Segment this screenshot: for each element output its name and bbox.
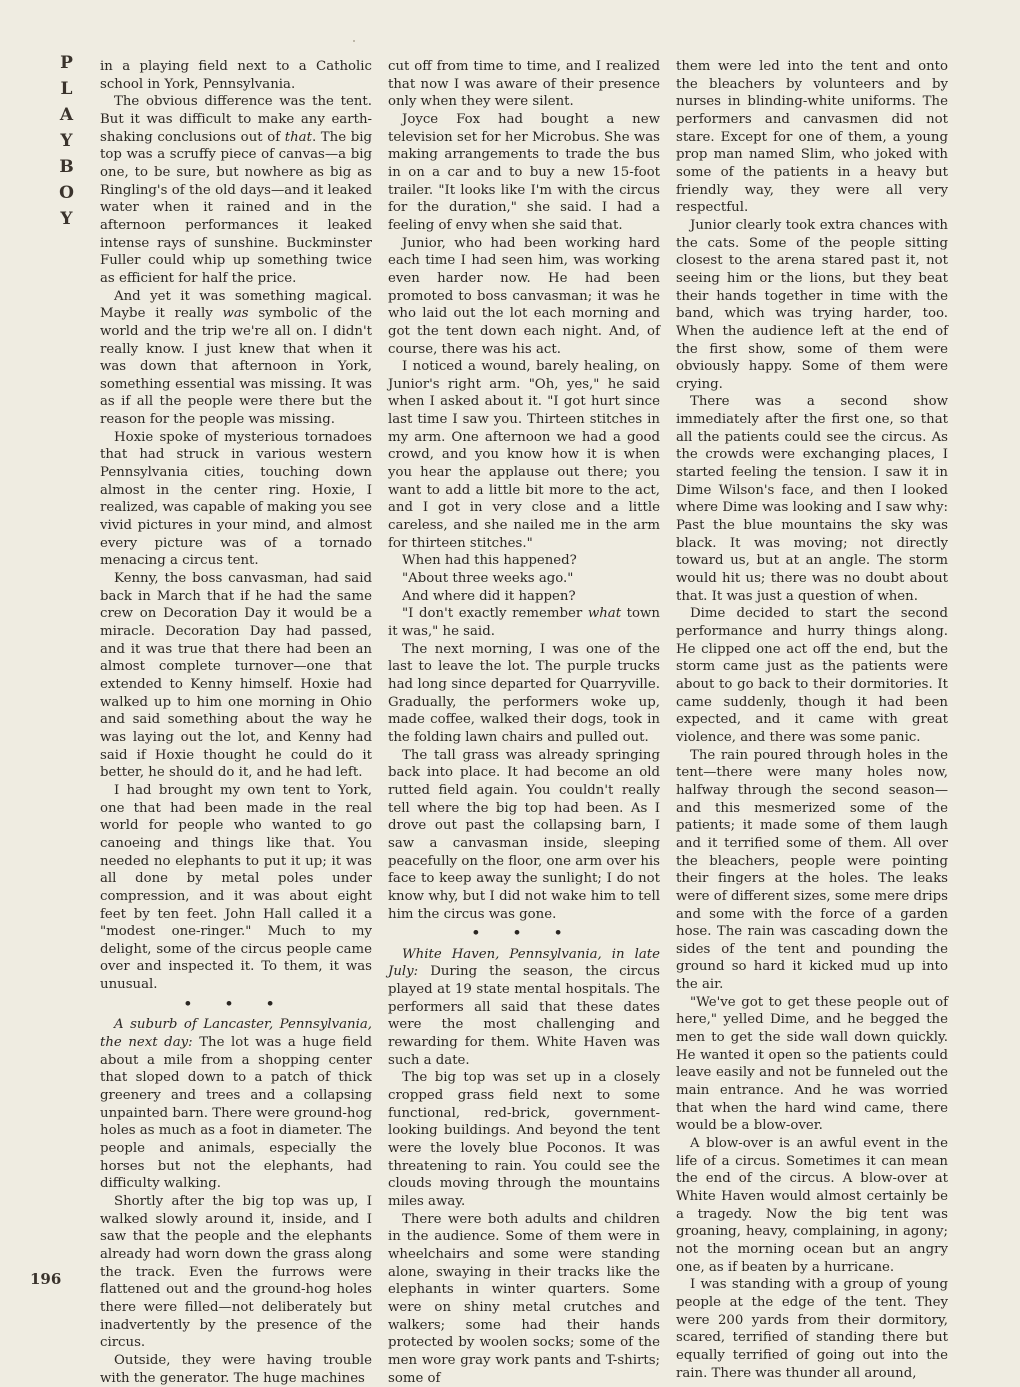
paragraph-text: Kenny, the boss canvasman, had said back in March that if he had the same crew on Decoration Day it would be a miracle. Decoration Day had passed, and it was true that there had been an almost complete turnover—one that extended to Kenny himself. Hoxie had walked up to him one morning in Ohio and said something about the way he was laying out the lot, and Kenny had said if Hoxie thought he could do it better, he should do it, and he had left. [100,571,372,781]
dateline: White Haven, Pennsylvania, in late July: [388,946,660,980]
paragraph-text: cut off from time to time, and I realized that now I was aware of their presence only when they were silent. [388,59,660,110]
paragraph [388,111,660,235]
paragraph [388,358,660,552]
paragraph-text: The rain poured through holes in the tent—there were many holes now, halfway through the second season—and this mesmerized some of the patients; it made some of them laugh and it terrified some of them. All over the bleachers, people were pointing their fingers at the holes. The leaks were of different sizes, some mere drips and some with the force of a garden hose. The rain was cascading down the sides of the tent and pounding the ground so hard it kicked mud up into the air. [676,747,948,993]
paragraph [676,58,948,217]
paragraph [388,747,660,924]
running-head-letter: Y [60,209,74,229]
paragraph-text: I had brought my own tent to York, one that had been made in the real world for people who wanted to go canoeing and things like that. You needed no elephants to put it up; it was all done by metal poles under compression, and it was about eight feet by ten feet. John Hall called it a "modest one-ringer." Much to my delight, some of the circus people came over and inspected it. To them, it was unusual. [100,782,372,993]
paragraph [100,288,372,429]
paragraph [100,1193,372,1352]
paragraph-text: Joyce Fox had bought a new television set for her Microbus. She was making arrangements to trade the bus in on a car and to buy a new 15-foot trailer. "It looks like I'm with the circus for the duration," she said. I had a feeling of envy when she said that. [388,111,660,233]
dateline: A suburb of Lancaster, Pennsylvania, the next day: [100,1017,372,1051]
paragraph [676,994,948,1135]
paragraph [676,605,948,746]
section-break-dots: • • • [471,926,577,942]
paragraph [388,605,660,640]
paragraph [388,570,660,588]
paragraph-text: I noticed a wound, barely healing, on Junior's right arm. "Oh, yes," he said when I asked about it. "I got hurt since last time I saw you. Thirteen stitches in my arm. One afternoon we had a good crowd, and you know how it is when you hear the applause out there; you want to add a little bit more to the act, and I got in very close and a little careless, and she nailed me in the arm for thirteen stitches." [388,359,660,551]
paragraph-text: The tall grass was already springing back into place. It had become an old rutted field again. You couldn't really tell where the big top had been. As I drove out past the collapsing barn, I saw a canvasman inside, sleeping peacefully on the floor, one arm over his face to keep away the sunlight; I do not know why, but I did not wake him to tell him the circus was gone. [388,747,660,922]
paragraph-text: And where did it happen? [402,588,576,604]
paragraph [388,235,660,359]
paragraph-text: Dime decided to start the second performance and hurry things along. He clipped one act off the end, but the storm came just as the patients were about to go back to their dormitories. It came suddenly, though it had been expected, and it came with great violence, and there was some panic. [676,606,948,745]
paragraph-text: A blow-over is an awful event in the life of a circus. Sometimes it can mean the end of the circus. A blow-over at White Haven would almost certainly be a tragedy. Now the big tent was groaning, heavy, complaining, in agony; not the morning ocean but an angry one, as if beaten by a hurricane. [676,1136,948,1275]
paragraph-text: There were both adults and children in the audience. Some of them were in wheelchairs and some were standing alone, swaying in their tracks like the elephants in winter quarters. Some were on shiny metal crutches and walkers; some had their hands protected by woolen socks; some of the men wore gray work pants and T-shirts; some of [388,1211,660,1386]
page-number: 196 [30,1270,62,1288]
paragraph-text: them were led into the tent and onto the bleachers by volunteers and by nurses in blinding-white uniforms. The performers and canvasmen did not stare. Except for one of them, a young prop man named Slim, who joked with some of the patients in a heavy but friendly way, they were all very respectful. [676,59,948,216]
running-head-playboy [52,50,82,232]
paragraph-text: The big top was set up in a closely cropped grass field next to some functional, red-brick, government-looking buildings. And beyond the tent were the lovely blue Poconos. It was threatening to rain. You could see the clouds moving through the mountains miles away. [388,1070,660,1209]
paragraph-text: in a playing field next to a Catholic school in York, Pennsylvania. [100,59,372,92]
running-head-letter: A [59,105,75,125]
paragraph [100,93,372,287]
running-head-letter: B [59,157,75,177]
running-head-letter: P [60,53,74,73]
paragraph [388,641,660,747]
paragraph [676,393,948,605]
paragraph-text: "About three weeks ago." [402,571,574,587]
paragraph [100,58,372,93]
paragraph [100,1352,372,1387]
section-break-dots: • • • [183,996,289,1012]
paragraph-text: Hoxie spoke of mysterious tornadoes that had struck in various western Pennsylvania cities, touching down almost in the center ring. Hoxie, I realized, was capable of making you see vivid pictures in your mind, and almost every picture was of a tornado menacing a circus tent. [100,429,372,569]
paragraph-text: When had this happened? [402,553,577,569]
paragraph [388,1211,660,1387]
paragraph [676,1276,948,1382]
paragraph-text: The next morning, I was one of the last to leave the lot. The purple trucks had long since departed for Quarryville. Gradually, the performers woke up, made coffee, walked their dogs, took in the folding lawn chairs and pulled out. [388,641,660,745]
running-head-letter: L [60,79,74,99]
paragraph [388,58,660,111]
paragraph-text: I was standing with a group of young people at the edge of the tent. They were 200 yards from their dormitory, scared, terrified of standing there but equally terrified of going out into the rain. There was thunder all around, [676,1277,948,1381]
paragraph-text: Junior clearly took extra chances with the cats. Some of the people sitting closest to the arena stared past it, not seeing him or the lions, but they beat their hands together in time with the band, which was trying harder, too. When the audience left at the end of the first show, some of them were obviously happy. Some of them were crying. [676,217,948,392]
paragraph-text: The lot was a huge field about a mile from a shopping center that sloped down to a patch of thick greenery and trees and a collapsing unpainted barn. There were ground-hog holes as much as a foot in diameter. The people and animals, especially the horses but not the elephants, had difficulty walking. [100,1035,372,1192]
paragraph [100,1016,372,1193]
paragraph-text: Outside, they were having trouble with the generator. The huge machines [100,1352,372,1386]
print-speck [353,40,355,42]
paragraph-text: And yet it was something magical. Maybe it really was symbolic of the world and the trip we're all on. I didn't really know. I just knew that when it was down that afternoon in York, something essential was missing. It was as if all the people were there but the reason for the people was missing. [100,288,372,428]
paragraph [388,946,660,1070]
text-column-1 [100,58,372,1387]
paragraph-text: There was a second show immediately after the first one, so that all the patients could see the circus. As the crowds were exchanging places, I started feeling the tension. I saw it in Dime Wilson's face, and then I looked where Dime was looking and I saw why: Past the blue mountains the sky was black. It was moving; not directly toward us, but at an angle. The storm would hit us; there was no doubt about that. It was just a question of when. [676,394,948,604]
paragraph [100,429,372,570]
paragraph [676,747,948,994]
paragraph-text: Shortly after the big top was up, I walked slowly around it, inside, and I saw that the people and the elephants already had worn down the grass along the track. Even the furrows were flattened out and the ground-hog holes there were filled—not deliberately but inadvertently by the presence of the circus. [100,1194,372,1351]
paragraph [676,217,948,394]
paragraph-text: During the season, the circus played at 19 state mental hospitals. The performers all said that these dates were the most challenging and rewarding for them. White Haven was such a date. [388,964,660,1068]
paragraph-text: The obvious difference was the tent. But it was difficult to make any earth-shaking conclusions out of that. The big top was a scruffy piece of canvas—a big one, to be sure, but nowhere as big as Ringling's of the old days—and it leaked water when it rained and in the afternoon performances it leaked intense rays of sunshine. Buckminster Fuller could whip up something twice as efficient for half the price. [100,94,372,286]
running-head-letter: Y [60,131,74,151]
paragraph-text: "I don't exactly remember what town it was," he said. [388,606,660,639]
paragraph [100,782,372,994]
text-column-3 [676,58,948,1382]
paragraph [388,1069,660,1210]
paragraph-text: Junior, who had been working hard each time I had seen him, was working even harder now. He had been promoted to boss canvasman; it was he who laid out the lot each morning and got the tent down each night. And, of course, there was his act. [388,235,660,357]
running-head-letter: O [59,183,75,203]
paragraph [388,588,660,606]
text-column-2 [388,58,660,1387]
paragraph [100,570,372,782]
paragraph-text: "We've got to get these people out of here," yelled Dime, and he begged the men to get the side wall down quickly. He wanted it open so the patients could leave easily and not be funneled out the main entrance. And he was worried that when the hard wind came, there would be a blow-over. [676,994,948,1134]
paragraph [388,552,660,570]
paragraph [676,1135,948,1276]
